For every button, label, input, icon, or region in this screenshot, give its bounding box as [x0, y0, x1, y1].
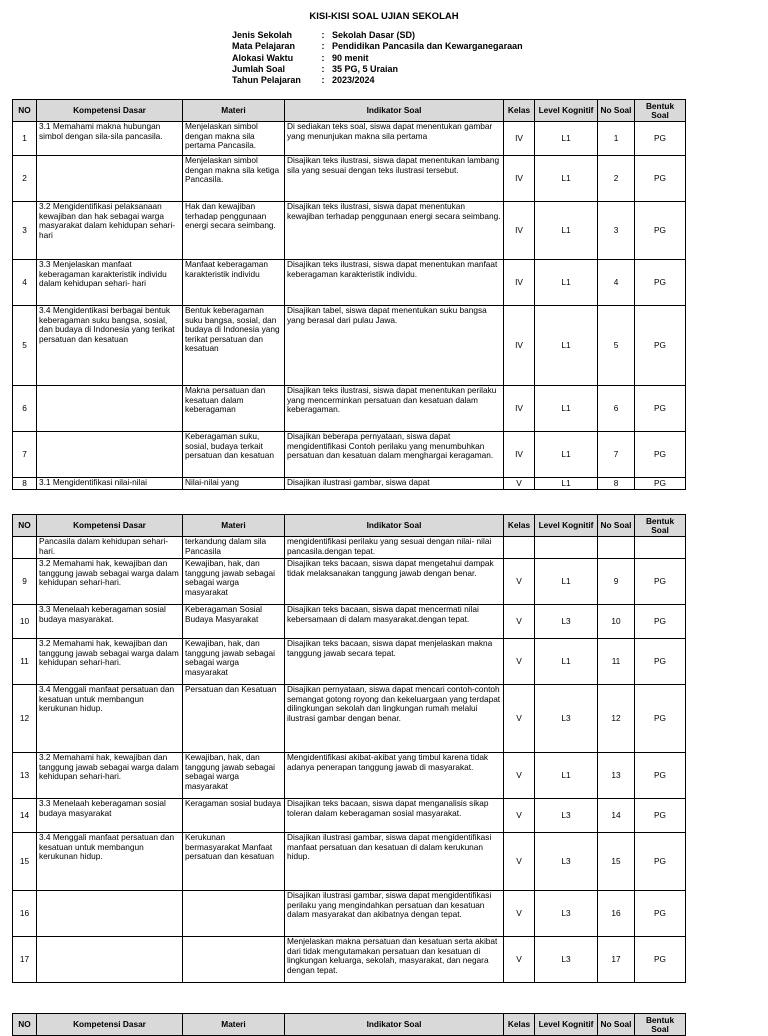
cell-level-kognitif: L1 [535, 202, 598, 260]
cell-kompetensi-dasar: 3.4 Menggali manfaat persatuan dan kesatuan untuk membangun kerukunan hidup. [37, 833, 183, 891]
header-materi: Materi [183, 100, 285, 122]
cell-no-soal: 3 [598, 202, 635, 260]
cell-kelas: IV [504, 260, 535, 306]
cell-kelas: V [504, 891, 535, 937]
cell-level-kognitif: L1 [535, 156, 598, 202]
cell-no: 11 [13, 639, 37, 685]
table-row [13, 605, 686, 639]
cell-bentuk-soal: PG [635, 156, 686, 202]
header-no: NO [13, 1014, 37, 1036]
meta-separator: : [321, 52, 325, 63]
cell-materi: Kewajiban, hak, dan tanggung jawab sebagai sebagai warga masyarakat [183, 753, 285, 799]
cell-kompetensi-dasar: 3.1 Memahami makna hubungan simbol dengan sila-sila pancasila. [37, 122, 183, 156]
cell-indikator-soal: Disajikan teks ilustrasi, siswa dapat menentukan manfaat keberagaman karakteristik individu. [285, 260, 504, 306]
cell-materi: Persatuan dan Kesatuan [183, 685, 285, 753]
meta-separator: : [321, 75, 325, 86]
cell-kelas: V [504, 833, 535, 891]
cell-kompetensi-dasar [37, 386, 183, 432]
cell-bentuk-soal [635, 537, 686, 559]
header-no-soal: No Soal [598, 1014, 635, 1036]
cell-no: 2 [13, 156, 37, 202]
header-level-kognitif: Level Kognitif [535, 1014, 598, 1036]
cell-kompetensi-dasar [37, 891, 183, 937]
meta-value: Pendidikan Pancasila dan Kewarganegaraan [332, 41, 523, 52]
table-row [13, 386, 686, 432]
cell-kelas: IV [504, 432, 535, 478]
cell-kompetensi-dasar: 3.3 Menelaah keberagaman sosial budaya masyarakat. [37, 605, 183, 639]
cell-kompetensi-dasar: 3.1 Mengidentifikasi nilai-nilai [37, 478, 183, 490]
meta-separator: : [321, 41, 325, 52]
cell-level-kognitif: L3 [535, 605, 598, 639]
cell-kelas: IV [504, 156, 535, 202]
cell-indikator-soal: Disajikan teks bacaan, siswa dapat mencermati nilai kebersamaan di dalam masyarakat.dengan tepat. [285, 605, 504, 639]
cell-indikator-soal: Disajikan teks bacaan, siswa dapat menganalisis sikap toleran dalam keberagaman sosial masyarakat. [285, 799, 504, 833]
cell-no: 6 [13, 386, 37, 432]
cell-materi: Menjelaskan simbol dengan makna sila pertama Pancasila. [183, 122, 285, 156]
cell-no: 17 [13, 937, 37, 983]
cell-materi: Kewajiban, hak, dan tanggung jawab sebagai sebagai warga masyarakat [183, 559, 285, 605]
cell-indikator-soal: Menjelaskan makna persatuan dan kesatuan serta akibat dari tidak mengutamakan persatuan dan kesatuan di lingkungan keluarga, sekolah, masyarakat, dan negara dengan tepat. [285, 937, 504, 983]
cell-level-kognitif: L1 [535, 478, 598, 490]
cell-bentuk-soal: PG [635, 202, 686, 260]
cell-kompetensi-dasar [37, 937, 183, 983]
cell-bentuk-soal: PG [635, 260, 686, 306]
cell-indikator-soal: Disajikan teks bacaan, siswa dapat mengetahui dampak tidak melaksanakan tanggung jawab dengan benar. [285, 559, 504, 605]
cell-indikator-soal: Disajikan ilustrasi gambar, siswa dapat mengidentifikasi perilaku yang mengindahkan persatuan dan kesatuan dalam masyarakat dan akibatnya dengan tepat. [285, 891, 504, 937]
table-row [13, 639, 686, 685]
cell-no-soal: 2 [598, 156, 635, 202]
table-header-row [13, 1014, 686, 1036]
cell-bentuk-soal: PG [635, 891, 686, 937]
cell-materi: Keberagaman Sosial Budaya Masyarakat [183, 605, 285, 639]
cell-materi: Bentuk keberagaman suku bangsa, sosial, dan budaya di Indonesia yang terikat persatuan dan kesatuan [183, 306, 285, 386]
cell-kelas: V [504, 685, 535, 753]
meta-key: Jumlah Soal [232, 63, 286, 74]
kisi-kisi-table-2 [12, 514, 686, 983]
cell-kelas: V [504, 605, 535, 639]
cell-no-soal: 11 [598, 639, 635, 685]
kisi-kisi-table-3-header [12, 1013, 686, 1036]
cell-kompetensi-dasar: 3.3 Menjelaskan manfaat keberagaman karakteristik individu dalam kehidupan sehari- hari [37, 260, 183, 306]
header-kelas: Kelas [504, 100, 535, 122]
cell-no-soal: 5 [598, 306, 635, 386]
meta-key: Mata Pelajaran [232, 41, 296, 52]
header-kompetensi-dasar: Kompetensi Dasar [37, 100, 183, 122]
cell-kelas: V [504, 639, 535, 685]
meta-separator: : [321, 63, 325, 74]
meta-value: Sekolah Dasar (SD) [332, 30, 416, 40]
cell-no: 12 [13, 685, 37, 753]
cell-no: 5 [13, 306, 37, 386]
cell-kompetensi-dasar: 3.3 Menelaah keberagaman sosial budaya masyarakat [37, 799, 183, 833]
cell-no: 13 [13, 753, 37, 799]
cell-level-kognitif: L3 [535, 937, 598, 983]
cell-level-kognitif [535, 537, 598, 559]
meta-key: Tahun Pelajaran [232, 75, 301, 86]
cell-no [13, 537, 37, 559]
header-kompetensi-dasar: Kompetensi Dasar [37, 515, 183, 537]
table-row [13, 891, 686, 937]
cell-no-soal: 9 [598, 559, 635, 605]
cell-no: 15 [13, 833, 37, 891]
header-kelas: Kelas [504, 515, 535, 537]
cell-indikator-soal: Disajikan ilustrasi gambar, siswa dapat mengidentifikasi manfaat persatuan dan kesatuan di dalam kerukunan hidup. [285, 833, 504, 891]
cell-bentuk-soal: PG [635, 386, 686, 432]
cell-no-soal: 7 [598, 432, 635, 478]
cell-no-soal: 1 [598, 122, 635, 156]
cell-bentuk-soal: PG [635, 685, 686, 753]
cell-no: 7 [13, 432, 37, 478]
table-row [13, 753, 686, 799]
table-row [13, 202, 686, 260]
cell-bentuk-soal: PG [635, 753, 686, 799]
cell-no-soal: 13 [598, 753, 635, 799]
meta-row [232, 30, 523, 41]
document-title: KISI-KISI SOAL UJIAN SEKOLAH [309, 11, 459, 22]
cell-kompetensi-dasar: 3.2 Memahami hak, kewajiban dan tanggung jawab sebagai warga dalam kehidupan sehari-hari. [37, 559, 183, 605]
cell-kompetensi-dasar: 3.2 Mengidentifikasi pelaksanaan kewajiban dan hak sebagai warga masyarakat dalam kehidupan sehari-hari [37, 202, 183, 260]
header-level-kognitif: Level Kognitif [535, 515, 598, 537]
cell-no: 4 [13, 260, 37, 306]
cell-indikator-soal: Disajikan teks ilustrasi, siswa dapat menentukan lambang sila yang sesuai dengan teks ilustrasi tersebut. [285, 156, 504, 202]
header-materi: Materi [183, 1014, 285, 1036]
cell-kompetensi-dasar: 3.4 Mengidentikasi berbagai bentuk keberagaman suku bangsa, sosial, dan budaya di Indonesia yang terikat persatuan dan kesatuan [37, 306, 183, 386]
cell-bentuk-soal: PG [635, 432, 686, 478]
cell-materi: Manfaat keberagaman karakteristik individu [183, 260, 285, 306]
cell-no-soal [598, 537, 635, 559]
cell-no: 16 [13, 891, 37, 937]
meta-row [232, 64, 523, 75]
cell-kelas: V [504, 559, 535, 605]
cell-bentuk-soal: PG [635, 306, 686, 386]
header-kompetensi-dasar: Kompetensi Dasar [37, 1014, 183, 1036]
meta-row [232, 75, 523, 86]
cell-materi: Kewajiban, hak, dan tanggung jawab sebagai sebagai warga masyarakat [183, 639, 285, 685]
cell-indikator-soal: Disajikan ilustrasi gambar, siswa dapat [285, 478, 504, 490]
cell-no: 14 [13, 799, 37, 833]
cell-kompetensi-dasar [37, 156, 183, 202]
table-row [13, 559, 686, 605]
cell-no-soal: 14 [598, 799, 635, 833]
table-row [13, 937, 686, 983]
header-bentuk-soal: Bentuk Soal [635, 100, 686, 122]
cell-level-kognitif: L1 [535, 122, 598, 156]
cell-kompetensi-dasar: 3.2 Memahami hak, kewajiban dan tanggung jawab sebagai warga dalam kehidupan sehari-hari. [37, 639, 183, 685]
cell-no: 3 [13, 202, 37, 260]
cell-level-kognitif: L1 [535, 432, 598, 478]
cell-materi: Nilai-nilai yang [183, 478, 285, 490]
cell-materi: Keragaman sosial budaya [183, 799, 285, 833]
cell-kelas: IV [504, 202, 535, 260]
cell-kelas [504, 537, 535, 559]
header-bentuk-soal: Bentuk Soal [635, 1014, 686, 1036]
header-no: NO [13, 100, 37, 122]
cell-bentuk-soal: PG [635, 833, 686, 891]
cell-kelas: V [504, 478, 535, 490]
header-no-soal: No Soal [598, 100, 635, 122]
header-kelas: Kelas [504, 1014, 535, 1036]
cell-kelas: V [504, 799, 535, 833]
cell-no: 1 [13, 122, 37, 156]
table-row [13, 799, 686, 833]
cell-materi: Makna persatuan dan kesatuan dalam keberagaman [183, 386, 285, 432]
header-indikator-soal: Indikator Soal [285, 1014, 504, 1036]
cell-indikator-soal: Disajikan teks ilustrasi, siswa dapat menentukan perilaku yang mencerminkan persatuan dan kesatuan dalam keberagaman. [285, 386, 504, 432]
cell-indikator-soal: mengidentifikasi perilaku yang sesuai dengan nilai- nilai pancasila.dengan tepat. [285, 537, 504, 559]
cell-no-soal: 15 [598, 833, 635, 891]
table-row [13, 478, 686, 490]
cell-indikator-soal: Disajikan tabel, siswa dapat menentukan suku bangsa yang berasal dari pulau Jawa. [285, 306, 504, 386]
cell-level-kognitif: L1 [535, 306, 598, 386]
cell-kelas: IV [504, 386, 535, 432]
cell-level-kognitif: L3 [535, 685, 598, 753]
cell-no-soal: 10 [598, 605, 635, 639]
cell-kelas: V [504, 753, 535, 799]
table-row [13, 432, 686, 478]
cell-no: 8 [13, 478, 37, 490]
cell-no-soal: 4 [598, 260, 635, 306]
cell-bentuk-soal: PG [635, 605, 686, 639]
cell-bentuk-soal: PG [635, 639, 686, 685]
table-header-row [13, 515, 686, 537]
kisi-kisi-table-1 [12, 99, 686, 490]
cell-kelas: IV [504, 122, 535, 156]
cell-level-kognitif: L3 [535, 799, 598, 833]
document-meta [232, 30, 523, 86]
cell-kompetensi-dasar: 3.4 Menggali manfaat persatuan dan kesatuan untuk membangun kerukunan hidup. [37, 685, 183, 753]
header-no-soal: No Soal [598, 515, 635, 537]
table-row [13, 122, 686, 156]
cell-kompetensi-dasar [37, 432, 183, 478]
cell-level-kognitif: L3 [535, 891, 598, 937]
header-indikator-soal: Indikator Soal [285, 515, 504, 537]
cell-materi: Menjelaskan simbol dengan makna sila ketiga Pancasila. [183, 156, 285, 202]
meta-separator: : [321, 30, 325, 40]
header-indikator-soal: Indikator Soal [285, 100, 504, 122]
cell-materi: Keberagaman suku, sosial, budaya terkait persatuan dan kesatuan [183, 432, 285, 478]
cell-indikator-soal: Disajikan pernyataan, siswa dapat mencari contoh-contoh semangat gotong royong dan kekeluargaan yang terdapat dilingkungan sekolah dan lingkungan rumah melalui ilustrasi gambar dengan benar. [285, 685, 504, 753]
cell-bentuk-soal: PG [635, 937, 686, 983]
table-row [13, 260, 686, 306]
cell-bentuk-soal: PG [635, 559, 686, 605]
cell-no-soal: 6 [598, 386, 635, 432]
cell-level-kognitif: L1 [535, 753, 598, 799]
cell-indikator-soal: Disajikan beberapa pernyataan, siswa dapat mengidentifikasi Contoh perilaku yang menumbuhkan persatuan dan kesatuan dalam menghargai keragaman. [285, 432, 504, 478]
cell-materi [183, 891, 285, 937]
cell-level-kognitif: L1 [535, 386, 598, 432]
cell-bentuk-soal: PG [635, 799, 686, 833]
cell-bentuk-soal: PG [635, 478, 686, 490]
cell-kompetensi-dasar: 3.2 Memahami hak, kewajiban dan tanggung jawab sebagai warga dalam kehidupan sehari-hari. [37, 753, 183, 799]
cell-materi: terkandung dalam sila Pancasila [183, 537, 285, 559]
cell-no-soal: 12 [598, 685, 635, 753]
cell-materi: Kerukunan bermasyarakat Manfaat persatuan dan kesatuan [183, 833, 285, 891]
table-row [13, 537, 686, 559]
cell-no-soal: 8 [598, 478, 635, 490]
meta-key: Jenis Sekolah [232, 30, 293, 40]
cell-level-kognitif: L1 [535, 559, 598, 605]
cell-indikator-soal: Disajikan teks bacaan, siswa dapat menjelaskan makna tanggung jawab secara tepat. [285, 639, 504, 685]
cell-no-soal: 16 [598, 891, 635, 937]
cell-kompetensi-dasar: Pancasila dalam kehidupan sehari-hari. [37, 537, 183, 559]
cell-indikator-soal: Disajikan teks ilustrasi, siswa dapat menentukan kewajiban terhadap penggunaan energi secara seimbang. [285, 202, 504, 260]
table-row [13, 833, 686, 891]
cell-no: 10 [13, 605, 37, 639]
table-row [13, 156, 686, 202]
header-level-kognitif: Level Kognitif [535, 100, 598, 122]
meta-key: Alokasi Waktu [232, 52, 294, 63]
header-no: NO [13, 515, 37, 537]
table-row [13, 306, 686, 386]
cell-level-kognitif: L1 [535, 639, 598, 685]
cell-materi [183, 937, 285, 983]
cell-materi: Hak dan kewajiban terhadap penggunaan energi secara seimbang. [183, 202, 285, 260]
meta-row [232, 41, 523, 52]
cell-level-kognitif: L3 [535, 833, 598, 891]
cell-no: 9 [13, 559, 37, 605]
cell-indikator-soal: Mengidentifikasi akibat-akibat yang timbul karena tidak adanya penerapan tanggung jawab di masyarakat. [285, 753, 504, 799]
header-materi: Materi [183, 515, 285, 537]
cell-indikator-soal: Di sediakan teks soal, siswa dapat menentukan gambar yang menunjukan makna sila pertama [285, 122, 504, 156]
meta-row [232, 53, 523, 64]
table-header-row [13, 100, 686, 122]
cell-bentuk-soal: PG [635, 122, 686, 156]
meta-value: 2023/2024 [332, 75, 375, 86]
table-row [13, 685, 686, 753]
cell-no-soal: 17 [598, 937, 635, 983]
cell-kelas: IV [504, 306, 535, 386]
meta-value: 35 PG, 5 Uraian [332, 63, 399, 74]
cell-level-kognitif: L1 [535, 260, 598, 306]
cell-kelas: V [504, 937, 535, 983]
meta-value: 90 menit [332, 52, 369, 63]
header-bentuk-soal: Bentuk Soal [635, 515, 686, 537]
